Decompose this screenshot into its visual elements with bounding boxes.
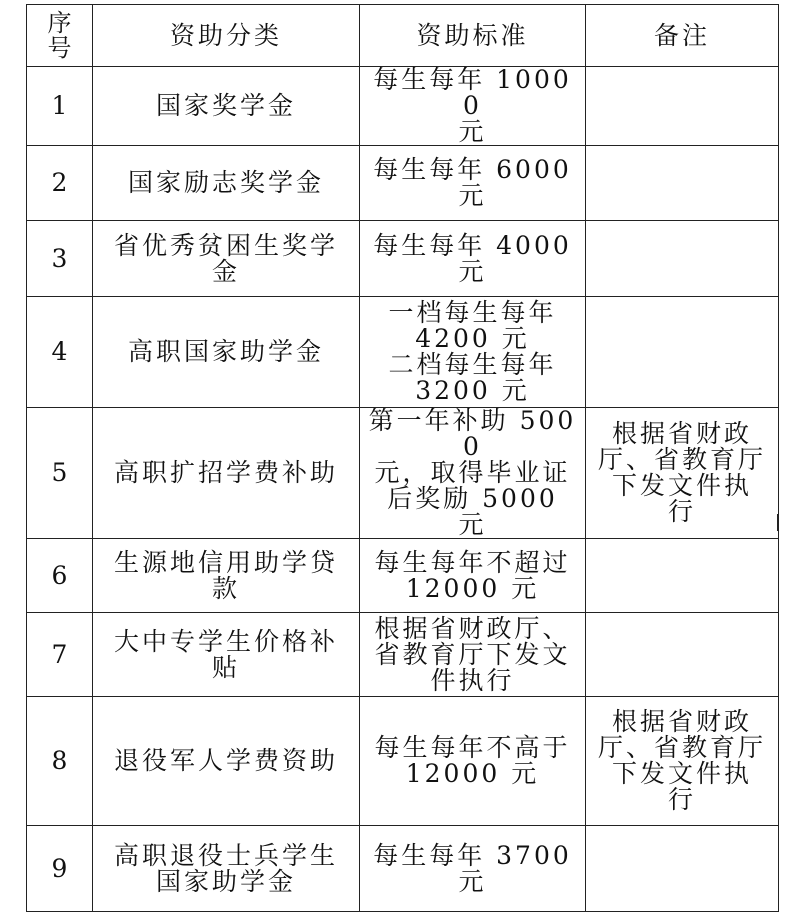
category-cell-line: 金 [211,256,240,286]
row-number: 7 [27,613,93,697]
standard-cell-line: 4200 元 [415,324,530,353]
remark-cell-line: 行 [667,497,696,526]
remark-cell [586,613,779,697]
standard-cell-line: 元 [458,866,487,896]
standard-cell-line: 每生每年 6000 [373,155,572,184]
table-row [27,297,779,408]
standard-cell-line: 每生每年不高于 [374,733,571,762]
standard-cell-line: 每生每年 4000 [373,230,572,260]
header-no [27,5,93,67]
remark-cell-line: 厅、省教育厅 [597,733,766,762]
standard-cell-line: 元 [458,256,487,286]
category-cell-line: 生源地信用助学贷 [113,547,338,577]
category-cell [93,67,360,146]
standard-cell-line: 件执行 [430,665,515,695]
row-number: 6 [27,539,93,613]
aid-table [26,4,779,912]
header-row [27,5,779,67]
header-category: 资助分类 [93,5,360,67]
category-cell [93,697,360,826]
remark-cell-line: 下发文件执 [611,471,752,500]
standard-cell [360,539,586,613]
category-cell [93,408,360,539]
category-cell-line: 高职扩招学费补助 [113,458,338,487]
row-number: 9 [27,826,93,912]
remark-cell [586,408,779,539]
standard-cell-line: 元 [458,181,487,210]
row-number: 5 [27,408,93,539]
header-standard: 资助标准 [360,5,586,67]
standard-cell-line: 省教育厅下发文 [374,639,571,669]
standard-cell [360,613,586,697]
standard-cell-line: 元 [458,117,487,146]
table-row [27,697,779,826]
standard-cell-line: 元，取得毕业证 [374,458,571,487]
table-body [27,67,779,912]
category-cell-line: 国家助学金 [155,866,296,896]
row-number: 1 [27,67,93,146]
remark-cell-line: 根据省财政 [611,707,752,736]
table-row [27,146,779,221]
standard-cell-line: 12000 元 [405,759,540,788]
standard-cell-line: 第一年补助 5000 [368,406,577,461]
category-cell-line: 退役军人学费资助 [113,746,338,775]
remark-cell-line: 根据省财政 [611,419,752,448]
category-cell-line: 省优秀贫困生奖学 [113,230,338,260]
standard-cell-line: 每生每年 3700 [373,840,572,870]
standard-cell [360,297,586,408]
category-cell [93,146,360,221]
row-number: 8 [27,697,93,826]
header-no-line: 序 [47,8,72,37]
standard-cell [360,408,586,539]
standard-cell-line: 后奖励 5000 元 [387,484,558,539]
category-cell [93,297,360,408]
remark-cell [586,826,779,912]
category-cell-line: 国家励志奖学金 [127,168,324,197]
table-row [27,826,779,912]
category-cell [93,539,360,613]
table-row [27,408,779,539]
category-cell-line: 款 [211,573,240,603]
table-row [27,221,779,297]
remark-cell [586,221,779,297]
header-no-line: 号 [47,33,72,62]
remark-cell [586,539,779,613]
header-remark: 备注 [586,5,779,67]
row-number: 3 [27,221,93,297]
standard-cell-line: 每生每年不超过 [374,547,571,577]
category-cell-line: 贴 [211,652,240,682]
table-row [27,67,779,146]
standard-cell-line: 二档每生每年 [388,350,557,379]
remark-cell-line: 厅、省教育厅 [597,445,766,474]
standard-cell [360,697,586,826]
category-cell [93,613,360,697]
standard-cell-line: 根据省财政厅、 [374,613,571,643]
category-cell-line: 高职国家助学金 [127,337,324,366]
category-cell-line: 高职退役士兵学生 [113,840,338,870]
remark-cell-line: 行 [667,785,696,814]
remark-cell [586,146,779,221]
remark-cell [586,697,779,826]
standard-cell-line: 一档每生每年 [388,298,557,327]
standard-cell-line: 12000 元 [405,573,540,603]
standard-cell-line: 3200 元 [415,376,530,405]
table-row [27,613,779,697]
category-cell-line: 大中专学生价格补 [113,626,338,656]
edge-mark [777,514,779,531]
remark-cell-line: 下发文件执 [611,759,752,788]
category-cell [93,221,360,297]
standard-cell [360,67,586,146]
table-row [27,539,779,613]
standard-cell-line: 每生每年 10000 [373,65,572,120]
category-cell [93,826,360,912]
category-cell-line: 国家奖学金 [155,91,296,120]
row-number: 4 [27,297,93,408]
remark-cell [586,297,779,408]
standard-cell [360,826,586,912]
standard-cell [360,221,586,297]
row-number: 2 [27,146,93,221]
remark-cell [586,67,779,146]
standard-cell [360,146,586,221]
